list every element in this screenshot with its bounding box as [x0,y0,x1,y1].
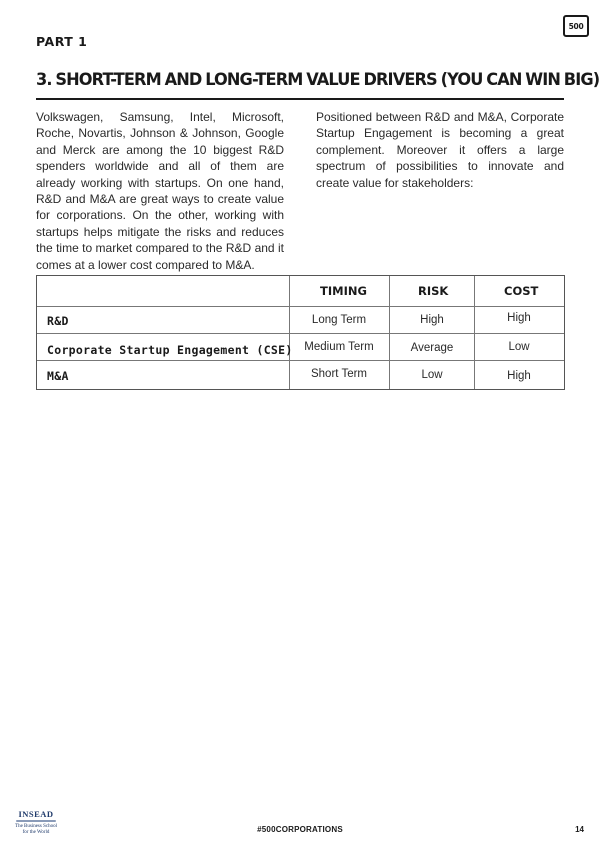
right-paragraph: Positioned between R&D and M&A, Corporate Startup Engagement is becoming a great complement. Moreover it offers a large spectrum of possibilities to innovate and create value for stakeholders: [316,110,564,190]
insead-brand: INSEAD [18,809,54,819]
insead-tagline-2: for the World [22,829,50,835]
cell-cse-risk: Average [410,342,454,354]
left-paragraph: Volkswagen, Samsung, Intel, Microsoft, Roche, Novartis, Johnson & Johnson, Google and Merck are among the 10 biggest R&D spenders worldwide and all of them are already working with startups. On one hand, R&D and M&A are great ways to create value for corporations. On the other, working with startups helps mitigate the risks and reduces the time to market compared to the R&D and it comes at a lower cost compared to M&A. [36,110,284,272]
cell-cse-cost: Low [508,341,530,353]
table-divider [37,306,564,307]
cell-ma-timing: Short Term [310,368,368,380]
table-divider [37,360,564,361]
title-divider [36,98,564,100]
cell-cse-timing: Medium Term [304,341,374,353]
insead-tagline-1: The Business School [15,824,57,829]
row-label-cse: Corporate Startup Engagement (CSE) [47,343,293,357]
cell-ma-cost: High [507,370,531,382]
part-label: PART 1 [36,34,88,49]
comparison-table [36,275,565,390]
page-number: 14 [575,825,584,834]
insead-swoosh [16,820,56,822]
section-title: 3. SHORT-TERM AND LONG-TERM VALUE DRIVERS (YOU CAN WIN BIG) [36,70,600,89]
row-label-rd: R&D [47,314,69,328]
cell-rd-timing: Long Term [311,314,367,326]
header-risk: RISK [418,284,449,298]
cell-rd-cost: High [507,312,531,324]
500-logo: 500 [563,15,589,37]
header-cost: COST [504,284,539,298]
cell-ma-risk: Low [421,369,443,381]
header-timing: TIMING [320,284,367,298]
table-divider [37,333,564,334]
footer-hashtag: #500CORPORATIONS [257,825,343,834]
cell-rd-risk: High [420,314,444,326]
row-label-ma: M&A [47,369,69,383]
